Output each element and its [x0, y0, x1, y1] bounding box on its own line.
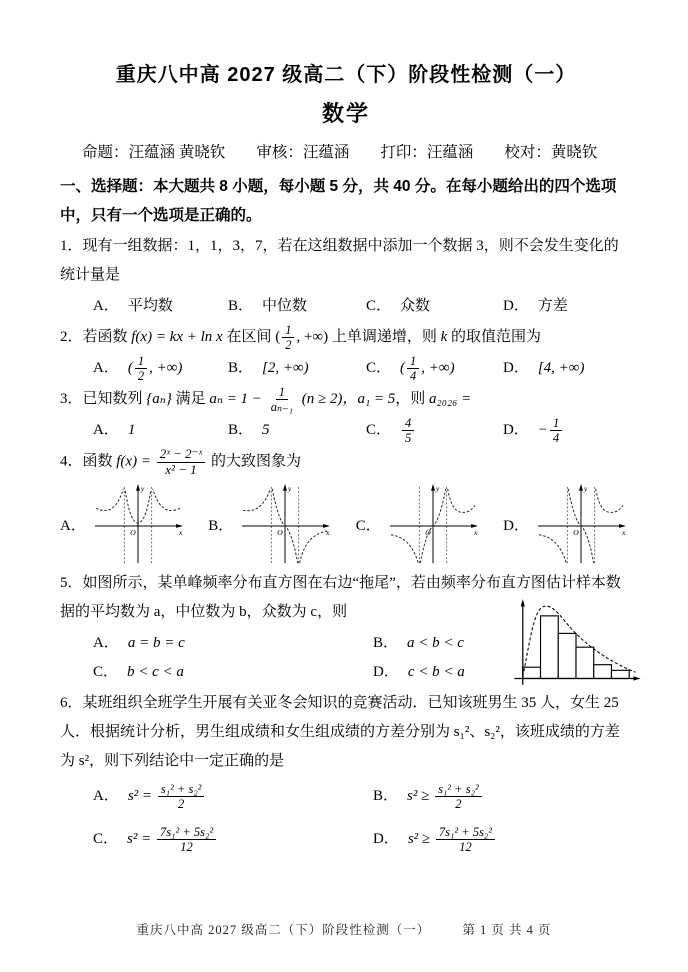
histogram-bars	[523, 616, 629, 679]
question-1	[60, 232, 632, 321]
question-4	[60, 447, 632, 567]
option-1c	[366, 292, 503, 321]
fraction-numerator: 1	[282, 323, 294, 338]
question-1-stem: 1．现有一组数据：1，1，3，7，若在这组数据中添加一个数据 3，则不会发生变化的统计量是	[60, 238, 619, 283]
math-expression: f(x) = kx + ln x	[131, 329, 223, 345]
x-axis-label: x	[473, 528, 478, 538]
origin-label: O	[130, 528, 136, 538]
function-graph-c	[382, 481, 484, 567]
fraction-numerator: s₁² + s₂²	[158, 782, 205, 797]
fraction	[435, 782, 482, 811]
question-3	[60, 385, 632, 445]
fraction-denominator: 12	[180, 840, 193, 855]
fraction	[407, 354, 419, 383]
math-expression: a₁ = 5	[357, 391, 396, 408]
option-text: [2, +∞)	[262, 360, 309, 377]
option-text: 5	[262, 422, 270, 439]
option-label: B．	[208, 517, 234, 534]
page-footer	[0, 920, 688, 938]
option-label: C．	[93, 664, 119, 681]
question-1-options	[60, 292, 632, 321]
option-lhs: s² =	[127, 831, 155, 848]
x-axis-label: x	[622, 528, 626, 538]
fraction-denominator: 2	[137, 369, 145, 384]
option-label: B．	[228, 422, 254, 439]
option-6d	[373, 825, 632, 854]
option-3c	[366, 416, 503, 445]
fraction-denominator: 2	[455, 797, 462, 812]
stem-text: 2．若函数	[60, 329, 132, 345]
math-expression: {aₙ}	[146, 391, 172, 408]
stem-text: 在区间 (	[222, 329, 281, 345]
fraction-numerator: 7s₁² + 5s₂²	[157, 825, 216, 840]
option-2b	[228, 354, 366, 383]
fraction-denominator: 4	[410, 369, 417, 384]
option-label: D．	[503, 517, 529, 534]
fraction	[402, 416, 414, 445]
fraction	[550, 416, 562, 445]
origin-label: O	[573, 528, 579, 538]
fraction	[436, 825, 495, 854]
math-variable: k	[440, 329, 448, 345]
option-3b	[228, 416, 366, 445]
option-label: D．	[503, 298, 529, 314]
fraction	[135, 354, 147, 383]
fraction-numerator: 7s₁² + 5s₂²	[436, 825, 495, 840]
fraction-numerator: s₁² + s₂²	[435, 782, 482, 797]
stem-text: 3．已知数列	[60, 391, 147, 408]
option-text: [4, +∞)	[537, 360, 585, 377]
stem-text: 的取值范围为	[447, 329, 542, 345]
fraction-denominator: aₙ₋₁	[270, 400, 293, 415]
y-axis-label: y	[435, 484, 440, 494]
option-5a	[93, 629, 373, 658]
option-5c	[93, 658, 373, 687]
question-4-graphs	[60, 481, 632, 567]
graph-option-a	[60, 481, 189, 567]
option-text: 中位数	[262, 298, 308, 314]
option-text: , +∞)	[421, 360, 455, 377]
option-text: c < b < a	[407, 664, 465, 681]
option-lhs: s² =	[127, 788, 156, 805]
fraction-denominator: 4	[552, 431, 560, 446]
option-label: D．	[503, 360, 529, 377]
origin-label: O	[424, 528, 431, 538]
fraction-denominator: 2	[285, 338, 292, 353]
fraction-numerator: 4	[402, 416, 414, 431]
option-label: B．	[373, 635, 399, 652]
minus-sign: −	[537, 422, 548, 439]
option-2c	[366, 354, 503, 383]
footer-title: 重庆八中高 2027 级高二（下）阶段性检测（一）	[136, 923, 431, 937]
fraction-denominator: 2	[177, 797, 185, 812]
question-6	[60, 689, 632, 854]
function-graph-b	[234, 481, 336, 567]
option-label: A．	[93, 422, 119, 439]
question-5-stem: 5．如图所示，某单峰频率分布直方图在右边“拖尾”，若由频率分布直方图估计样本数据的平均数为 a，中位数为 b，众数为 c，则	[60, 575, 621, 621]
option-lhs: s² ≥	[407, 788, 434, 805]
option-label: B．	[228, 360, 254, 377]
function-graph-a	[87, 481, 189, 567]
option-label: A．	[93, 298, 119, 314]
option-lhs: s² ≥	[407, 831, 434, 848]
footer-page-number: 第 1 页 共 4 页	[462, 923, 552, 937]
option-text: b < c < a	[127, 664, 184, 681]
math-expression: aₙ = 1 −	[209, 391, 266, 408]
y-axis-label: y	[140, 484, 145, 494]
option-label: B．	[373, 788, 399, 805]
option-label: A．	[93, 360, 119, 377]
option-label: B．	[228, 298, 254, 314]
fraction-numerator: 1	[550, 416, 562, 431]
option-label: C．	[355, 517, 381, 534]
graph-option-d	[503, 481, 632, 567]
option-1a	[93, 292, 228, 321]
option-1d	[503, 292, 632, 321]
option-3a	[93, 416, 228, 445]
option-6b	[373, 782, 632, 811]
option-text: (	[400, 360, 406, 377]
question-6-options	[60, 782, 632, 854]
option-text: 平均数	[127, 298, 173, 314]
math-expression: f(x) =	[116, 453, 155, 470]
option-2a	[93, 354, 228, 383]
stem-text: 4．函数	[60, 453, 117, 470]
option-label: A．	[93, 788, 119, 805]
option-6c	[93, 825, 373, 854]
option-text: 众数	[400, 298, 431, 314]
credits-line: 命题：汪蕴涵 黄晓钦 审核：汪蕴涵 打印：汪蕴涵 校对：黄晓钦	[82, 144, 598, 161]
fraction-numerator: 2ˣ − 2⁻ˣ	[157, 447, 205, 463]
option-label: C．	[93, 831, 119, 848]
y-axis-label: y	[583, 484, 588, 494]
math-expression: a₂₀₂₆ =	[429, 391, 472, 408]
function-graph-d	[530, 481, 632, 567]
option-1b	[228, 292, 366, 321]
question-6-stem: 6．某班组织全班学生开展有关亚冬会知识的竞赛活动．已知该班男生 35 人，女生 25 人．根据统计分析，男生组成绩和女生组成绩的方差分别为 s₁²、s₂²，该班成绩的方差为 s²，则下列结论中一定正确的是	[60, 695, 620, 770]
option-label: D．	[503, 422, 529, 439]
option-text: 1	[127, 422, 136, 439]
fraction	[282, 323, 294, 352]
question-3-options	[60, 416, 632, 445]
option-text: a = b = c	[127, 635, 185, 652]
graph-option-c	[356, 481, 484, 567]
question-2-options	[60, 354, 632, 383]
section-header: 一、选择题：本大题共 8 小题，每小题 5 分，共 40 分。在每小题给出的四个选项中，只有一个选项是正确的。	[60, 178, 617, 224]
question-2-stem	[60, 323, 632, 352]
fraction-denominator: x² − 1	[165, 461, 197, 477]
fraction-numerator: 1	[135, 354, 147, 369]
x-axis-label: x	[326, 528, 330, 538]
question-2	[60, 323, 632, 383]
stem-text: 满足	[171, 391, 210, 408]
option-label: D．	[373, 664, 399, 681]
subject-title: 数学	[321, 101, 370, 126]
histogram-figure	[508, 595, 644, 691]
option-label: A．	[60, 517, 86, 534]
fraction	[157, 447, 205, 477]
fraction	[158, 782, 205, 811]
option-text: 方差	[537, 298, 568, 314]
option-3d	[503, 416, 632, 445]
math-expression: (n ≥ 2)，	[297, 391, 358, 408]
fraction-numerator: 1	[276, 385, 288, 400]
fraction	[268, 385, 296, 414]
question-5	[60, 569, 632, 687]
option-6a	[93, 782, 373, 811]
option-text: (	[127, 360, 133, 377]
x-axis-label: x	[178, 528, 183, 538]
stem-text: , +∞) 上单调递增，则	[296, 329, 441, 345]
option-label: C．	[366, 360, 392, 377]
y-axis-label: y	[288, 484, 292, 494]
stem-text: 的大致图象为	[207, 453, 301, 470]
origin-label: O	[277, 528, 284, 538]
option-text: , +∞)	[149, 360, 183, 377]
fraction-numerator: 1	[407, 354, 419, 369]
stem-text: ，则	[395, 391, 430, 408]
option-label: D．	[373, 831, 399, 848]
question-3-stem	[60, 385, 632, 414]
fraction-denominator: 12	[459, 840, 472, 855]
option-2d	[503, 354, 632, 383]
question-4-stem	[60, 447, 632, 477]
fraction	[157, 825, 216, 854]
option-label: A．	[93, 635, 119, 652]
option-text: a < b < c	[407, 635, 464, 652]
option-label: C．	[366, 422, 392, 439]
page-title: 重庆八中高 2027 级高二（下）阶段性检测（一）	[115, 64, 577, 86]
option-label: C．	[366, 298, 392, 314]
fraction-denominator: 5	[405, 431, 412, 446]
graph-option-b	[208, 481, 336, 567]
